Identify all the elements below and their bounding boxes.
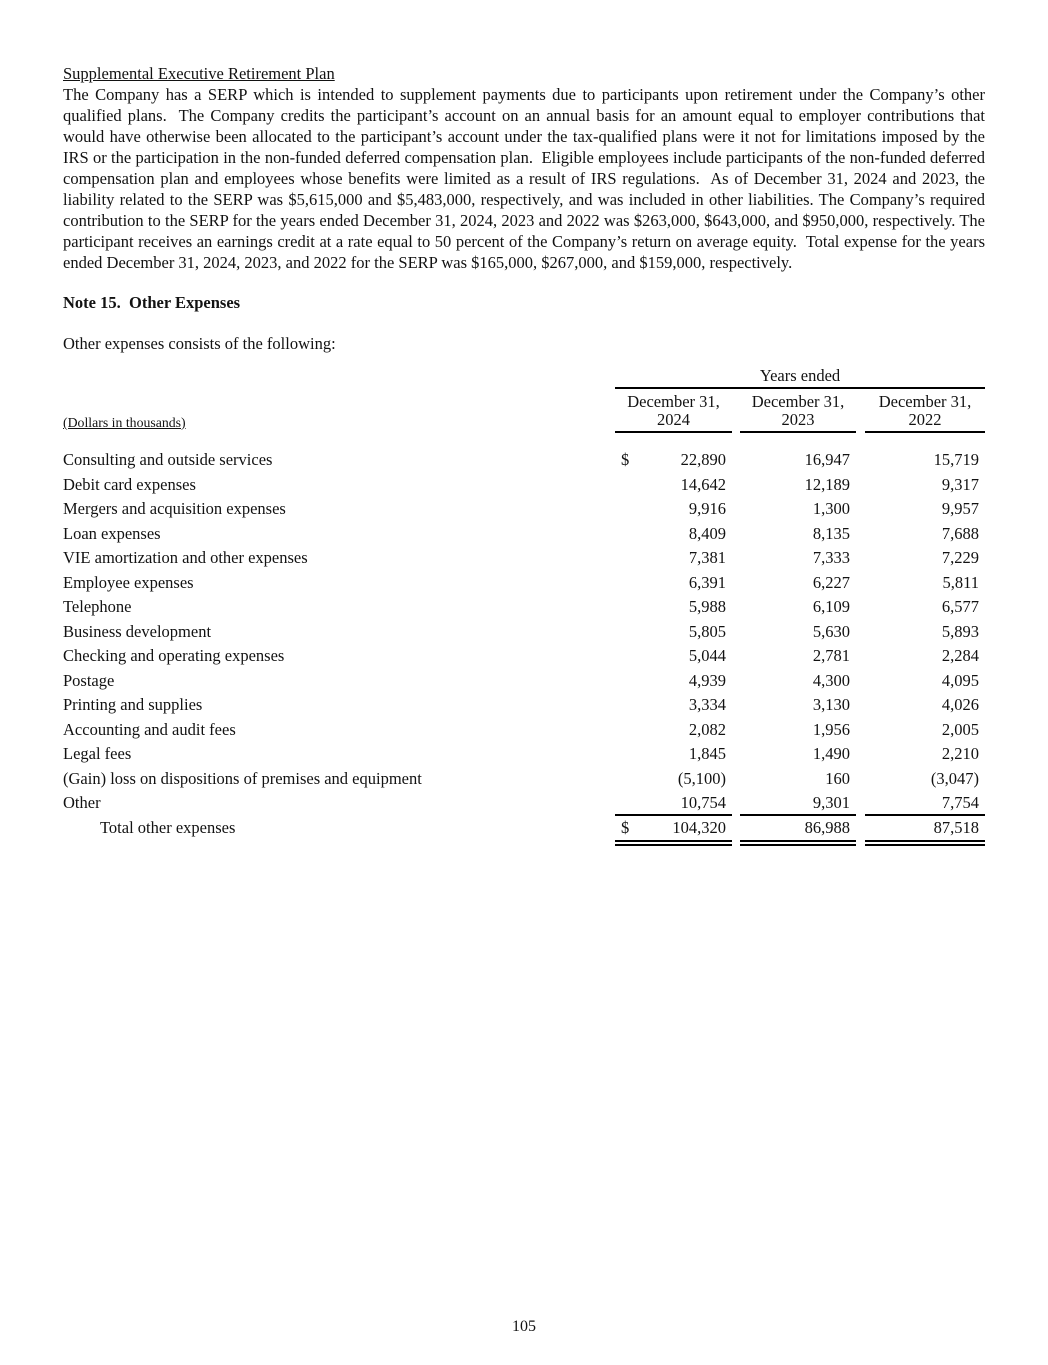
amount: (5,100) — [677, 768, 726, 788]
amount: 3,334 — [688, 695, 726, 714]
value-2023 — [740, 473, 856, 498]
column-gap — [856, 693, 865, 718]
column-gap — [732, 718, 740, 743]
amount: 160 — [825, 768, 850, 788]
table-row — [63, 546, 985, 571]
column-gap — [732, 669, 740, 694]
table-row — [63, 571, 985, 596]
note15-heading: Note 15. Other Expenses — [63, 293, 241, 312]
value-2023 — [740, 620, 856, 645]
amount: 6,577 — [941, 597, 979, 616]
amount: 7,754 — [941, 793, 979, 812]
value-2024 — [615, 669, 732, 694]
column-gap — [732, 448, 740, 473]
value-2022 — [865, 791, 985, 816]
amount: 16,947 — [804, 450, 850, 469]
amount: 6,391 — [688, 572, 726, 592]
table-row — [63, 473, 985, 498]
column-gap — [732, 767, 740, 792]
amount: (3,047) — [930, 768, 979, 788]
column-gap — [856, 767, 865, 792]
value-2024 — [615, 791, 732, 816]
total-value-2022 — [865, 816, 985, 846]
value-2024 — [615, 693, 732, 718]
value-2024 — [615, 718, 732, 743]
value-2022 — [865, 571, 985, 596]
amount: 9,301 — [812, 793, 850, 812]
value-2023 — [740, 669, 856, 694]
value-2022 — [865, 620, 985, 645]
amount: 104,320 — [672, 817, 726, 837]
column-header-line1: December 31, — [751, 392, 845, 411]
row-label: Printing and supplies — [63, 695, 203, 714]
value-2022 — [865, 595, 985, 620]
row-label: VIE amortization and other expenses — [63, 548, 308, 567]
value-2024 — [615, 473, 732, 498]
column-gap — [732, 816, 740, 846]
table-row — [63, 522, 985, 547]
column-header-line1: December 31, — [878, 392, 972, 411]
amount: 7,688 — [941, 523, 979, 543]
table-row — [63, 448, 985, 473]
table-row — [63, 791, 985, 816]
amount: 2,210 — [941, 744, 979, 763]
row-label: Other — [63, 793, 101, 812]
table-row — [63, 497, 985, 522]
amount: 9,916 — [688, 499, 726, 518]
row-label: Consulting and outside services — [63, 450, 273, 469]
value-2023 — [740, 791, 856, 816]
column-gap — [732, 644, 740, 669]
column-gap — [732, 620, 740, 645]
total-value-2024 — [615, 816, 732, 846]
amount: 87,518 — [933, 817, 979, 837]
amount: 15,719 — [933, 450, 979, 469]
value-2023 — [740, 522, 856, 547]
row-label: Loan expenses — [63, 523, 161, 543]
amount: 8,409 — [688, 523, 726, 543]
row-label: Accounting and audit fees — [63, 719, 236, 739]
total-value-2023 — [740, 816, 856, 846]
value-2023 — [740, 767, 856, 792]
value-2022 — [865, 448, 985, 473]
row-label: Telephone — [63, 597, 132, 616]
amount: 8,135 — [812, 523, 850, 543]
amount: 3,130 — [812, 695, 850, 714]
value-2022 — [865, 473, 985, 498]
units-label: (Dollars in thousands) — [63, 415, 186, 430]
amount: 7,229 — [941, 548, 979, 567]
amount: 5,805 — [688, 621, 726, 641]
row-label: (Gain) loss on dispositions of premises and equipment — [63, 768, 422, 788]
currency-symbol: $ — [621, 450, 630, 469]
value-2022 — [865, 522, 985, 547]
row-label: Business development — [63, 621, 212, 641]
value-2023 — [740, 546, 856, 571]
value-2024 — [615, 448, 732, 473]
amount: 1,490 — [812, 744, 850, 763]
column-gap — [856, 595, 865, 620]
column-gap — [856, 497, 865, 522]
column-gap — [856, 620, 865, 645]
column-gap — [732, 742, 740, 767]
row-label: Mergers and acquisition expenses — [63, 499, 286, 518]
amount: 2,082 — [688, 719, 726, 739]
serp-section-heading: Supplemental Executive Retirement Plan — [63, 64, 335, 83]
column-gap — [732, 473, 740, 498]
column-header-line2: 2024 — [657, 409, 690, 429]
amount: 14,642 — [680, 474, 726, 494]
value-2024 — [615, 767, 732, 792]
currency-symbol: $ — [621, 817, 630, 837]
column-header-line2: 2022 — [908, 409, 942, 429]
amount: 5,988 — [688, 597, 726, 616]
table-row — [63, 644, 985, 669]
value-2022 — [865, 669, 985, 694]
column-header-2022 — [865, 391, 985, 433]
column-gap — [732, 522, 740, 547]
table-column-header-row — [63, 391, 985, 433]
table-row — [63, 767, 985, 792]
value-2024 — [615, 620, 732, 645]
table-row — [63, 718, 985, 743]
value-2023 — [740, 571, 856, 596]
column-gap — [732, 595, 740, 620]
amount: 22,890 — [680, 450, 726, 469]
amount: 4,939 — [688, 670, 726, 690]
column-gap — [856, 718, 865, 743]
column-gap — [856, 546, 865, 571]
column-header-2023 — [740, 391, 856, 433]
column-gap — [856, 571, 865, 596]
group-header-spacer — [63, 366, 615, 389]
value-2022 — [865, 497, 985, 522]
column-gap — [856, 816, 865, 846]
table-group-header-row — [63, 366, 985, 389]
amount: 4,095 — [941, 670, 979, 690]
amount: 7,333 — [812, 548, 850, 567]
table-row — [63, 595, 985, 620]
amount: 2,284 — [941, 646, 979, 665]
amount: 6,109 — [812, 597, 850, 616]
value-2024 — [615, 522, 732, 547]
value-2023 — [740, 497, 856, 522]
amount: 2,005 — [941, 719, 979, 739]
column-gap — [856, 742, 865, 767]
value-2022 — [865, 644, 985, 669]
value-2023 — [740, 644, 856, 669]
serp-paragraph: The Company has a SERP which is intended to supplement payments due to participants upon retirement under the Company’s other qualified plans. The Company credits the participant’s account on an annual basis for an amount equal to employer contributions that would have otherwise been allocated to the participant’s account under the tax-qualified plans were it not for limitations imposed by the IRS or the participation in the non-funded deferred compensation plan. Eligible employees include participants of the non-funded deferred compensation plan and employees whose benefits were limited as a result of IRS regulations. As of December 31, 2024 and 2023, the liability related to the SERP was $5,615,000 and $5,483,000, respectively, and was included in other liabilities. The Company’s required contribution to the SERP for the years ended December 31, 2024, 2023 and 2022 was $263,000, $643,000, and $950,000, respectively. The participant receives an earnings credit at a rate equal to 50 percent of the Company’s return on average equity. Total expense for the years ended December 31, 2024, 2023, and 2022 for the SERP was $165,000, $267,000, and $159,000, respectively. — [63, 85, 990, 272]
amount: 10,754 — [680, 793, 726, 812]
column-gap — [856, 522, 865, 547]
amount: 1,956 — [812, 719, 850, 739]
page-number: 105 — [512, 1318, 536, 1335]
amount: 5,630 — [812, 621, 850, 641]
row-label: Postage — [63, 670, 115, 690]
value-2023 — [740, 595, 856, 620]
other-expenses-table — [63, 366, 985, 846]
value-2024 — [615, 497, 732, 522]
value-2023 — [740, 718, 856, 743]
years-ended-header: Years ended — [615, 366, 985, 389]
amount: 1,300 — [812, 499, 850, 518]
column-gap — [856, 791, 865, 816]
value-2024 — [615, 595, 732, 620]
value-2024 — [615, 742, 732, 767]
column-gap — [856, 473, 865, 498]
amount: 6,227 — [812, 572, 850, 592]
table-row — [63, 620, 985, 645]
column-gap — [856, 448, 865, 473]
amount: 9,317 — [941, 474, 979, 494]
column-gap — [856, 644, 865, 669]
table-row — [63, 669, 985, 694]
amount: 86,988 — [804, 817, 850, 837]
value-2022 — [865, 718, 985, 743]
value-2024 — [615, 644, 732, 669]
amount: 4,026 — [941, 695, 979, 714]
column-gap — [732, 791, 740, 816]
column-header-line1: December 31, — [627, 392, 720, 411]
value-2023 — [740, 742, 856, 767]
row-label: Checking and operating expenses — [63, 646, 285, 665]
row-label: Legal fees — [63, 744, 132, 763]
value-2022 — [865, 767, 985, 792]
value-2022 — [865, 693, 985, 718]
row-label: Employee expenses — [63, 572, 194, 592]
amount: 1,845 — [688, 744, 726, 763]
note15-intro: Other expenses consists of the following: — [63, 334, 336, 353]
amount: 5,811 — [942, 572, 979, 592]
value-2023 — [740, 693, 856, 718]
amount: 5,044 — [688, 646, 726, 665]
table-row — [63, 693, 985, 718]
column-gap — [856, 391, 865, 433]
column-gap — [732, 693, 740, 718]
column-header-2024 — [615, 391, 732, 433]
table-body — [63, 448, 985, 846]
column-gap — [732, 391, 740, 433]
column-gap — [732, 497, 740, 522]
row-label: Debit card expenses — [63, 474, 196, 494]
table-row — [63, 742, 985, 767]
total-row-label: Total other expenses — [100, 817, 236, 837]
value-2024 — [615, 571, 732, 596]
column-gap — [856, 669, 865, 694]
column-gap — [732, 546, 740, 571]
column-header-line2: 2023 — [781, 409, 815, 429]
value-2022 — [865, 546, 985, 571]
amount: 9,957 — [941, 499, 979, 518]
amount: 5,893 — [941, 621, 979, 641]
column-gap — [732, 571, 740, 596]
table-total-row — [63, 816, 985, 846]
amount: 7,381 — [688, 548, 726, 567]
amount: 2,781 — [812, 646, 850, 665]
amount: 12,189 — [804, 474, 850, 494]
value-2024 — [615, 546, 732, 571]
amount: 4,300 — [812, 670, 850, 690]
value-2023 — [740, 448, 856, 473]
value-2022 — [865, 742, 985, 767]
